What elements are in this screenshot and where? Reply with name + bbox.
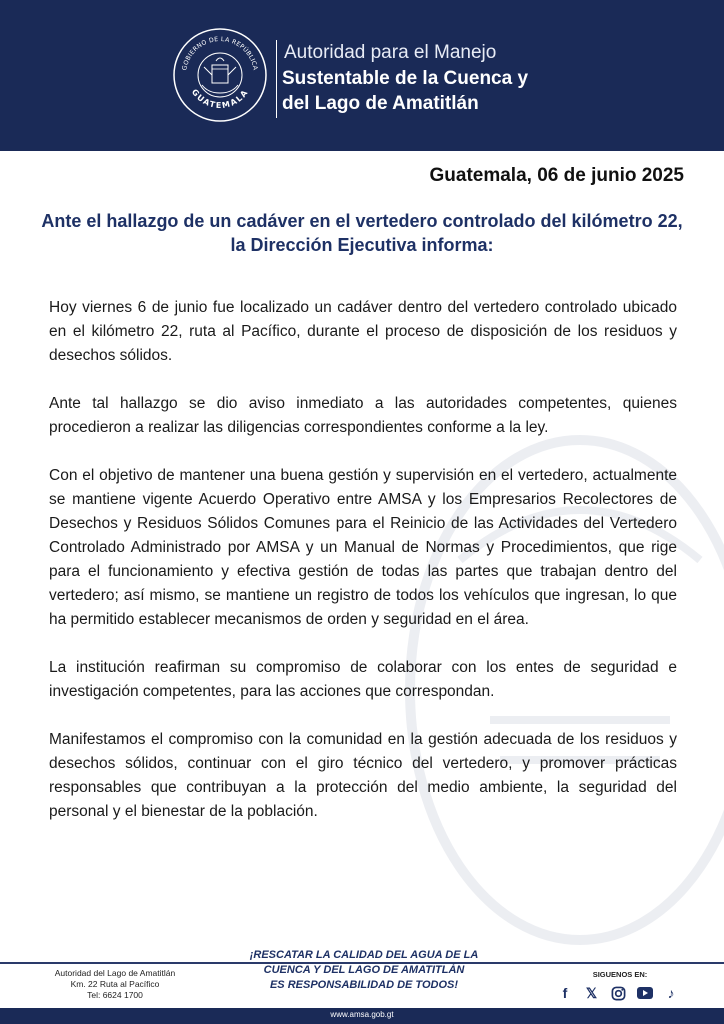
youtube-icon[interactable] — [636, 984, 654, 1002]
slogan-line: CUENCA Y DEL LAGO DE AMATITLÁN — [263, 964, 465, 976]
social-icons — [556, 984, 680, 1002]
org-name-line3: del Lago de Amatitlán — [282, 93, 479, 114]
footer-slogan — [214, 948, 514, 993]
facebook-icon[interactable]: f — [562, 985, 568, 1001]
body-paragraph: Ante tal hallazgo se dio aviso inmediato a las autoridades competentes, quienes procedieron a realizar las diligencias correspondientes conforme a la ley. — [49, 395, 677, 436]
slogan-line: ES RESPONSABILIDAD DE TODOS! — [269, 979, 459, 991]
org-name-line2: Sustentable de la Cuenca y — [282, 68, 529, 89]
document-date: Guatemala, 06 de junio 2025 — [429, 165, 684, 186]
x-icon[interactable]: 𝕏 — [585, 984, 598, 1001]
body-paragraph: Manifestamos el compromiso con la comunidad en la gestión adecuada de los residuos y desechos sólidos, continuar con el giro técnico del vertedero, y promover prácticas responsables que contribuyan a la protección del medio ambiente, la seguridad del personal y el bienestar de la población. — [49, 731, 677, 820]
slogan-line: ¡RESCATAR LA CALIDAD DEL AGUA DE LA — [249, 949, 479, 961]
header-banner — [0, 0, 724, 151]
body-paragraph: Hoy viernes 6 de junio fue localizado un cadáver dentro del vertedero controlado ubicado en el kilómetro 22, ruta al Pacífico, durante el proceso de disposición de los residuos y desechos sólidos. — [49, 299, 677, 364]
header-divider — [276, 40, 277, 118]
tiktok-icon[interactable]: ♪ — [667, 985, 675, 1001]
svg-text:GOBIERNO DE LA REPÚBLICA: GOBIERNO DE LA REPÚBLICA — [181, 35, 259, 71]
svg-text:GUATEMALA: GUATEMALA — [189, 87, 251, 111]
footer-address — [30, 968, 200, 1001]
document-headline: Ante el hallazgo de un cadáver en el vertedero controlado del kilómetro 22, la Dirección Ejecutiva informa: — [41, 211, 683, 255]
follow-label: SIGUENOS EN: — [592, 970, 648, 979]
guatemala-coat-of-arms-seal — [172, 27, 268, 123]
document-body — [49, 296, 677, 848]
address-line: Autoridad del Lago de Amatitlán — [54, 968, 176, 978]
website-link[interactable]: www.amsa.gob.gt — [330, 1010, 394, 1019]
body-paragraph: La institución reafirman su compromiso de colaborar con los entes de seguridad e investigación competentes, para las acciones que correspondan. — [49, 659, 677, 700]
address-line: Km. 22 Ruta al Pacífico — [70, 979, 160, 989]
instagram-icon[interactable] — [609, 984, 627, 1002]
org-name-line1: Autoridad para el Manejo — [284, 42, 497, 63]
address-phone: Tel: 6624 1700 — [87, 990, 143, 1000]
body-paragraph: Con el objetivo de mantener una buena gestión y supervisión en el vertedero, actualmente se mantiene vigente Acuerdo Operativo entre AMSA y los Empresarios Recolectores de Desechos y Residuos Sólidos Comunes para el Reinicio de las Actividades del Vertedero Controlado Administrado por AMSA y un Manual de Normas y Procedimientos, que rige para el funcionamiento y efectiva gestión de todas las partes que trabajan dentro del vertedero; así mismo, se mantiene un registro de todos los vehículos que ingresan, lo que ha permitido establecer mecanismos de orden y seguridad en el área. — [49, 467, 677, 628]
